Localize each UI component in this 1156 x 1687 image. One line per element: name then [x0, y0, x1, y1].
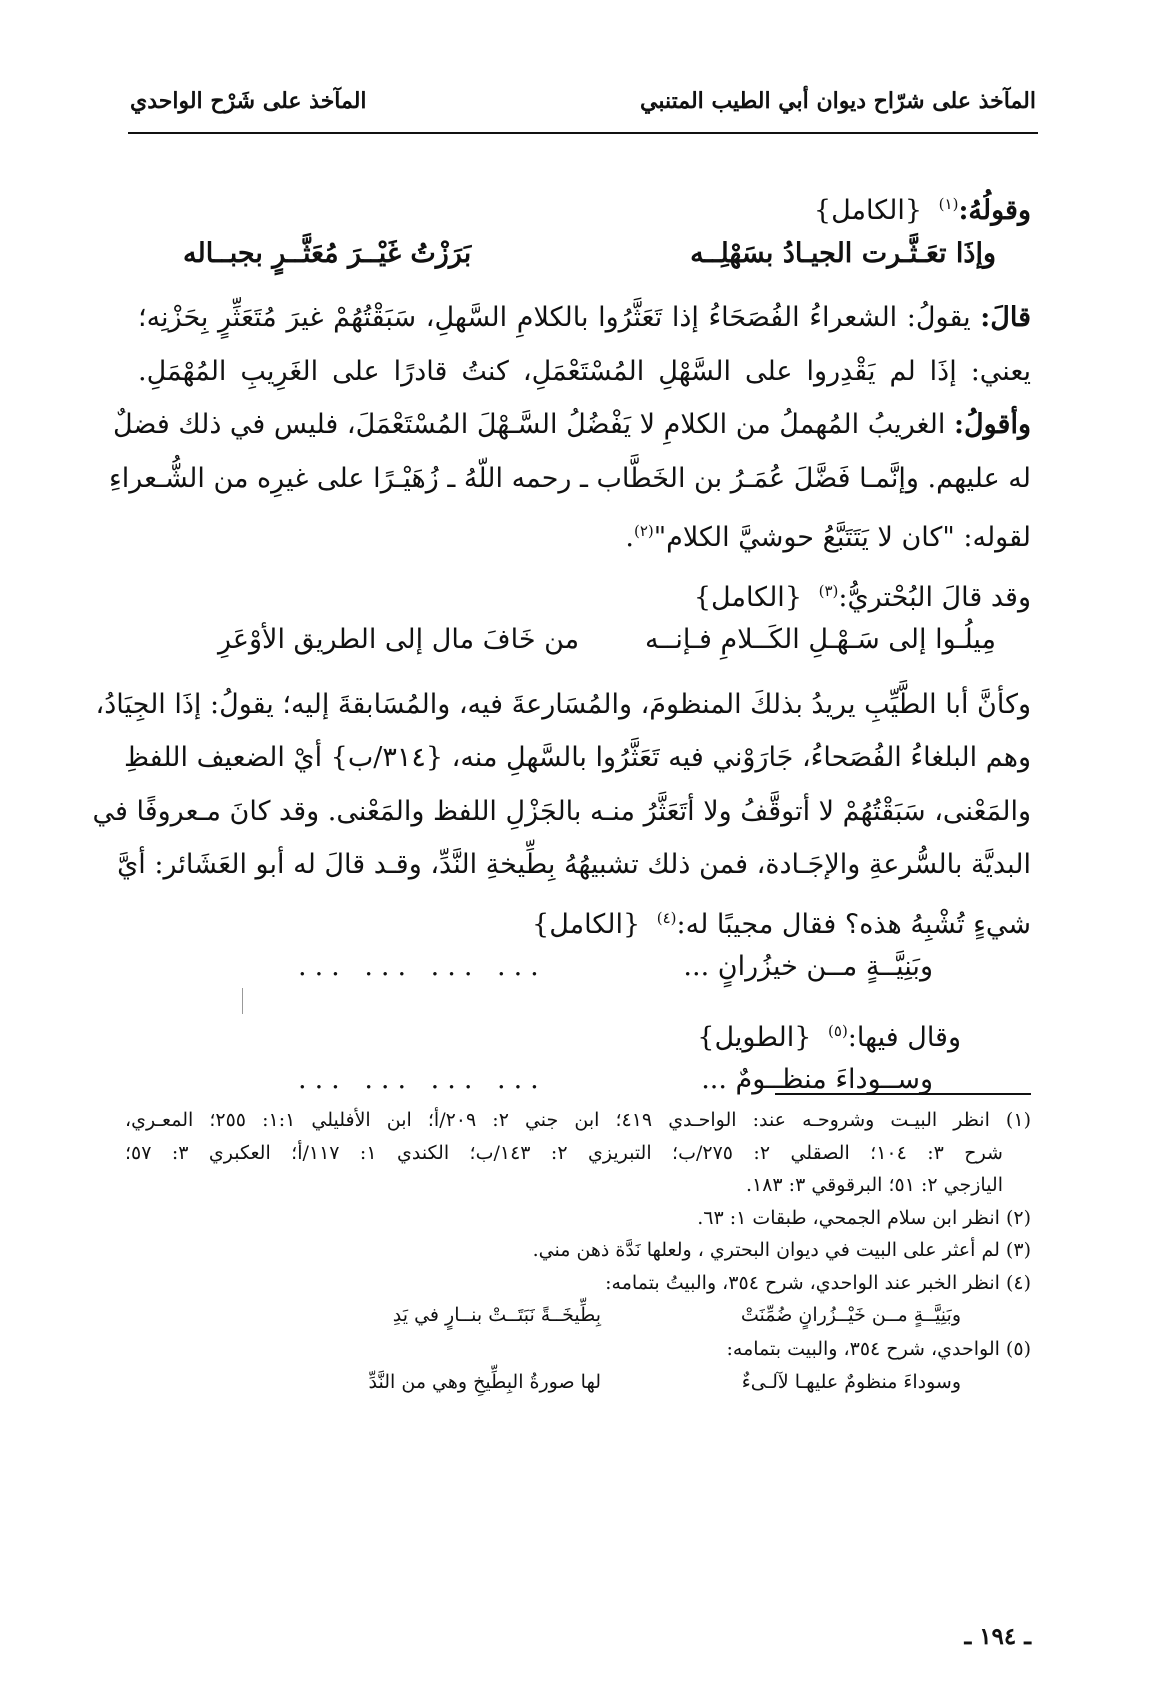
- footnote-2: (٢) انظر ابن سلام الجمحي، طبقات ١: ٦٣.: [697, 1206, 1031, 1229]
- verse-first-hemistich: مِيلُـوا إلى سَـهْـلِ الكَــلامِ فـإنــه: [645, 624, 996, 655]
- intro-label: وقولُهُ:: [958, 195, 1031, 226]
- speaker-label: وأقولُ:: [954, 409, 1031, 440]
- verse-ellipsis: ... ... ... ...: [298, 951, 547, 982]
- footnotes: [125, 1104, 1031, 1400]
- paragraph-text: شيءٍ تُشْبِهُ هذه؟ فقال مجيبًا له:: [676, 908, 1031, 940]
- section-title: المآخذ على شَرْح الواحدي: [130, 88, 367, 114]
- meter-label: {الكامل}: [532, 908, 641, 940]
- paragraph-text: لقوله: "كان لا يَتَتَبَّعُ حوشيَّ الكلام": [653, 522, 1031, 553]
- verse-first-hemistich: وإذَا تعَـثَّـرت الجيـادُ بسَهْلِــه: [690, 237, 996, 269]
- intro-label: وقال فيها:: [847, 1021, 961, 1053]
- main-text: [92, 178, 1031, 1118]
- verse-ellipsis: ... ... ... ...: [298, 1064, 547, 1095]
- meter-label: {الطويل}: [697, 1021, 812, 1053]
- meter-label: {الكامل}: [693, 581, 802, 613]
- paragraph-3-line-3: والمَعْنى، سَبَقْتُهُمْ لا أتوقَّفُ ولا أتَعَثَّرُ منـه بالجَزْلِ اللفظ والمَعْنى. وقد كانَ مـعروفًا في: [92, 795, 1031, 827]
- intro-line-1: [138, 178, 1031, 238]
- paragraph-2-line-3: [138, 505, 1031, 565]
- paragraph-3-line-1: وكأنَّ أبا الطَّيِّبِ يريدُ بذلكَ المنظومَ، والمُسَارعةَ فيه، والمُسَابقةَ إليه؛ يقولُ: إذَا الجِيَادُ،: [95, 688, 1031, 720]
- verse-first-hemistich: وسوداءَ منظومٌ عليهـا لآلـىءٌ: [741, 1370, 961, 1393]
- verse-second-hemistich: بِطِّيخَــةً نَبَتَــتْ بنــارٍ في يَدِ: [392, 1304, 601, 1326]
- footnote-4: (٤) انظر الخبر عند الواحدي، شرح ٣٥٤، والبيتُ بتمامه:: [605, 1271, 1031, 1294]
- paragraph-text: يقولُ: الشعراءُ الفُصَحَاءُ إذا تَعَثَّرُوا بالكلامِ السَّهلِ، سَبَقْتُهُمْ غيرَ مُتَعَثِّرٍ بِحَزْنِه؛: [138, 302, 971, 333]
- footnote-ref: (٥): [828, 1021, 848, 1040]
- verse-second-hemistich: لها صورةُ البِطِّيخِ وهي من النَّدِّ: [368, 1370, 601, 1393]
- stray-mark: [242, 988, 243, 1014]
- footnote-3: (٣) لم أعثر على البيت في ديوان البحتري ، ولعلها نَدَّة ذهن مني.: [532, 1239, 1031, 1261]
- paragraph-2-line-2: له عليهم. وإنَّمـا فَضَّلَ عُمَـرُ بن الخَطَّاب ـ رحمه اللّهُ ـ زُهَيْـرًا على غيرِه من الشُّـعراءِ: [109, 462, 1031, 494]
- verse-second-hemistich: بَرَزْتُ غَيْــرَ مُعَثَّــرٍ بجبــاله: [183, 237, 472, 269]
- verse-2: [138, 624, 1031, 678]
- verse-first-hemistich: وبَنِيَّــةٍ مــن خيزُرانٍ ...: [683, 951, 933, 982]
- footnote-5-verse: [125, 1366, 1031, 1400]
- paragraph-text: الغريبُ المُهملُ من الكلامِ لا يَفْضُلُ السَّـهْلَ المُسْتَعْمَلَ، فليس في ذلك فضلٌ: [112, 409, 946, 440]
- footnote-ref: (٤): [656, 908, 677, 927]
- punctuation: .: [625, 522, 634, 553]
- intro-line-2: [138, 565, 1031, 625]
- footnote-ref: (٢): [633, 522, 654, 540]
- footnote-5: (٥) الواحدي، شرح ٣٥٤، والبيت بتمامه:: [726, 1338, 1031, 1360]
- paragraph-3-line-2: وهم البلغاءُ الفُصَحاءُ، جَارَوْني فيه تَعَثَّرُوا بالسَّهلِ منه، {٣١٤/ب} أيْ الضعيف اللفظِ: [124, 742, 1031, 773]
- speaker-label: قالَ:: [980, 302, 1031, 333]
- header-divider: [128, 132, 1038, 134]
- footnote-1-cont: اليازجي ٢: ٥١؛ البرقوقي ٣: ١٨٣.: [745, 1174, 1003, 1196]
- verse-first-hemistich: وســوداءَ منظــومٌ ...: [701, 1064, 933, 1095]
- intro-line-3: [138, 1005, 1031, 1065]
- page-number: ـ ١٩٤ ـ: [964, 1623, 1031, 1650]
- meter-label: {الكامل}: [813, 195, 923, 226]
- paragraph-2-line-1: [112, 398, 1031, 452]
- footnote-ref: (٣): [818, 581, 839, 600]
- verse-second-hemistich: من خَافَ مال إلى الطريق الأوْعَرِ: [218, 624, 580, 655]
- footnote-4-verse: [125, 1299, 1031, 1333]
- paragraph-3-line-5: [138, 892, 1031, 952]
- paragraph-1-line-1: [138, 291, 1031, 345]
- footnote-1: (١) انظر البيـت وشروحـه عند: الواحـدي ٤١٩؛ ابن جني ٢: ٢٠٩/أ؛ ابن الأفليلي ١:١: ٢٥٥؛ المعـري،: [125, 1109, 1031, 1131]
- book-title: المآخذ على شرّاح ديوان أبي الطيب المتنبي: [640, 88, 1036, 114]
- footnote-divider: [775, 1093, 1031, 1095]
- verse-1: [138, 238, 1031, 292]
- running-header: [130, 88, 1036, 128]
- verse-3: [138, 951, 1031, 1005]
- verse-first-hemistich: وبَنِيَّــةٍ مــن خَيْــزُرانٍ ضُمِّنَتْ: [740, 1304, 961, 1326]
- paragraph-1-line-2: يعني: إذَا لم يَقْدِروا على السَّهْلِ المُسْتَعْمَلِ، كنتُ قادرًا على الغَرِيبِ المُهْمَلِ.: [138, 355, 1031, 387]
- paragraph-3-line-4: البديَّة بالسُّرعةِ والإجَـادة، فمن ذلك تشبيهُهُ بِطِّيخةِ النَّدِّ، وقـد قالَ له أبو العَشَائر: أيَّ: [117, 849, 1031, 880]
- footnote-ref: (١): [938, 195, 959, 213]
- intro-label: وقد قالَ البُحْتريُّ:: [838, 581, 1031, 613]
- footnote-1-cont: شرح ٣: ١٠٤؛ الصقلي ٢: ٢٧٥/ب؛ التبريزي ٢: ١٤٣/ب؛ الكندي ١: ١١٧/أ؛ العكبري ٣: ٥٧؛: [125, 1141, 1003, 1164]
